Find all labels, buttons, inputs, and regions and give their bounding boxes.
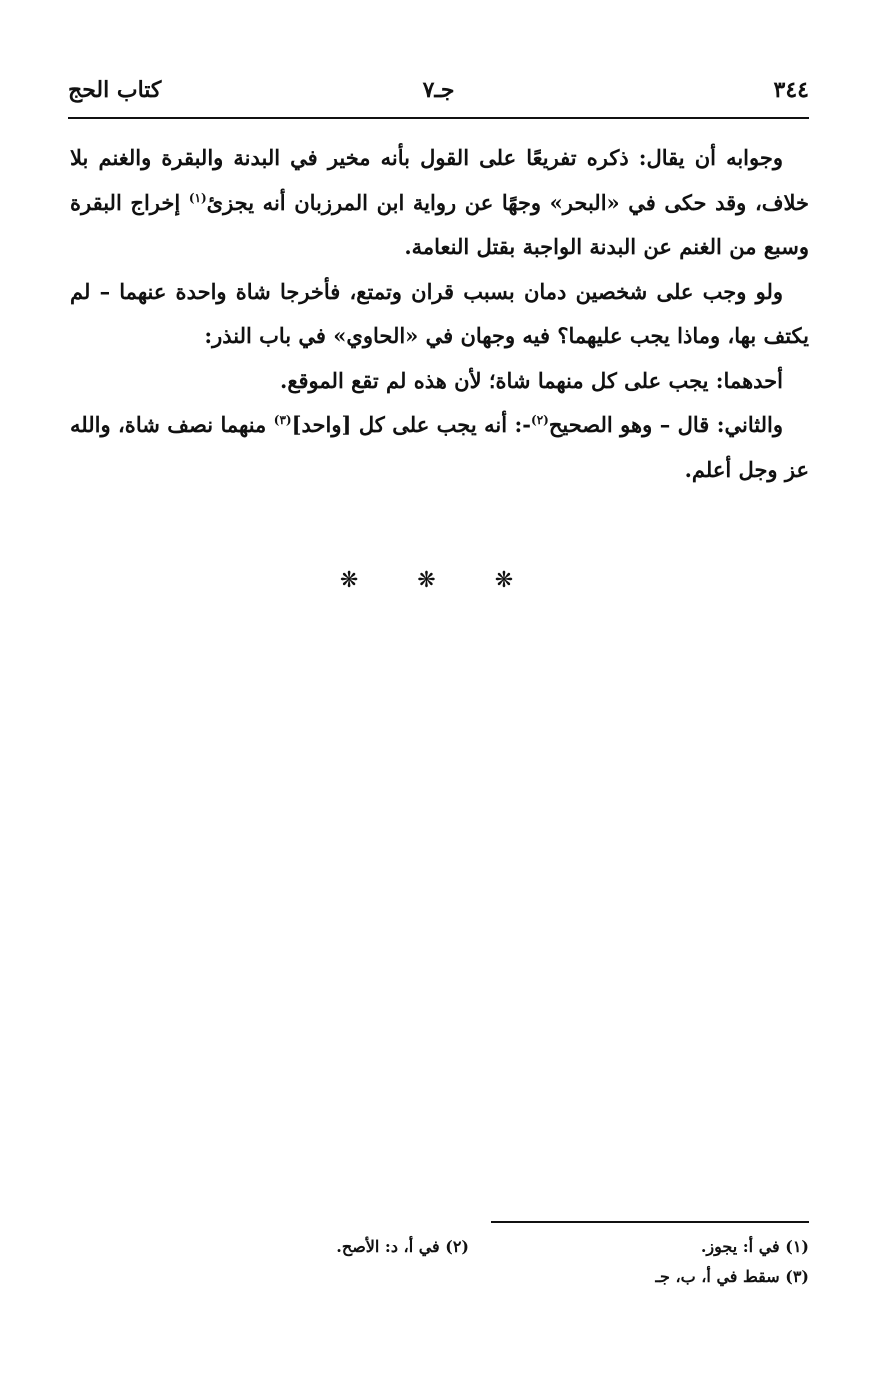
paragraph-1-text-a: وجوابه أن يقال: ذكره تفريعًا على القول بأنه مخير في البدنة والبقرة والغنم بلا خلاف، وقد حكى في «البحر» وجهًا عن رواية ابن المرزبان أنه يجزئ — [70, 145, 809, 215]
paragraph-2: ولو وجب على شخصين دمان بسبب قران وتمتع، فأخرجا شاة واحدة عنهما – لم يكتف بها، وماذا يجب عليهما؟ فيه وجهان في «الحاوي» في باب النذر: — [70, 278, 809, 348]
footnote-ref-2: (٢) — [531, 413, 549, 427]
main-text — [70, 136, 809, 492]
paragraph-1-text-b: إخراج البقرة وسبع من الغنم عن البدنة الواجبة بقتل النعامة. — [70, 189, 809, 259]
footnote-row-1 — [70, 1232, 809, 1262]
footnote-ref-3: (٣) — [273, 413, 292, 427]
footnote-2: (٢) في أ، د: الأصح. — [336, 1237, 469, 1256]
volume-label: جـ٧ — [422, 77, 455, 103]
book-title: كتاب الحج — [68, 77, 162, 103]
header-divider — [68, 117, 809, 119]
footnotes — [70, 1232, 809, 1292]
paragraph-3: أحدهما: يجب على كل منهما شاة؛ لأن هذه لم تقع الموقع. — [280, 367, 783, 393]
paragraph-4-text-c: منهما نصف شاة، والله عز وجل أعلم. — [70, 412, 809, 482]
section-ornament: ❋ ❋ ❋ — [339, 568, 540, 593]
footnote-1: (١) في أ: يجوز. — [700, 1237, 809, 1256]
paragraph-4-text-a: والثاني: قال – وهو الصحيح — [548, 412, 784, 437]
footnote-3: (٣) سقط في أ، ب، جـ — [655, 1267, 809, 1286]
page-header — [68, 74, 809, 114]
footnote-ref-1: (١) — [188, 190, 207, 205]
paragraph-1 — [70, 136, 809, 270]
footnote-row-2 — [70, 1262, 809, 1292]
paragraph-4 — [70, 403, 809, 492]
paragraph-4-text-b: -: أنه يجب على كل [واحد] — [291, 412, 532, 437]
page-number: ٣٤٤ — [773, 77, 809, 103]
footnote-divider — [491, 1221, 809, 1223]
